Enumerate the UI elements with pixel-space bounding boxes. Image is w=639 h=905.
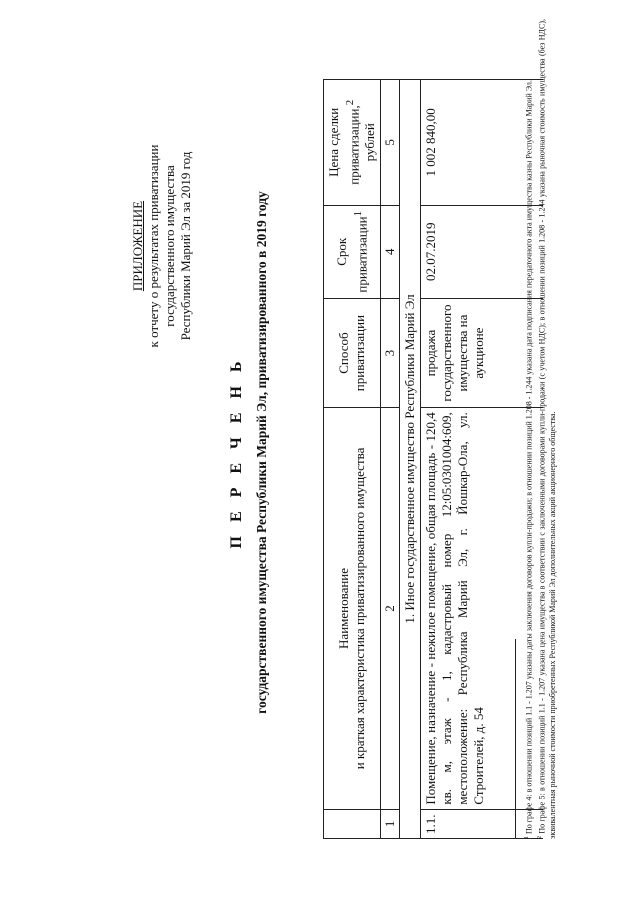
- appendix-line: государственного имущества: [162, 165, 177, 327]
- header-name-line: и краткая характеристика приватизированного имущества: [352, 447, 368, 770]
- footnote-mark: 2: [536, 836, 543, 839]
- column-number: 2: [381, 408, 400, 809]
- header-col-price: [324, 80, 381, 206]
- footnote-text: По графе 4: в отношении позиций 1.1 - 1.207 указаны даты заключения договоров купли-продажи; в отношении позиций 1.208 - 1.244 указана дата подписания передаточного акта имущества казны Республики Марий Эл.: [524, 80, 534, 834]
- column-number: 3: [381, 298, 400, 407]
- privatization-method: продажа государственного имущества на аукционе: [421, 298, 544, 407]
- footnotes: [515, 19, 558, 839]
- header-term-label: Срок приватизации: [334, 216, 370, 293]
- footnote-divider: [515, 639, 516, 839]
- column-number: 5: [381, 80, 400, 206]
- appendix-line: к отчету о результатах приватизации: [146, 144, 161, 348]
- appendix-block: [130, 66, 194, 426]
- section-heading: 1. Иное государственное имущество Республики Марий Эл: [400, 80, 421, 839]
- appendix-title: ПРИЛОЖЕНИЕ: [130, 200, 145, 292]
- deal-price: 1 002 840,00: [421, 80, 544, 206]
- document-title: П Е Р Е Ч Е Н Ь: [228, 356, 245, 549]
- header-col-name: [324, 408, 381, 809]
- column-number: 4: [381, 205, 400, 298]
- appendix-line: Республики Марий Эл за 2019 год: [178, 151, 193, 341]
- header-price-unit: рублей: [362, 123, 378, 162]
- header-col-term: [324, 205, 381, 298]
- header-price-label: Цена сделки приватизации,: [326, 105, 362, 185]
- section-row: [400, 80, 421, 839]
- column-number-row: [381, 80, 400, 839]
- column-number: 1: [381, 809, 400, 838]
- row-number: 1.1.: [421, 809, 544, 838]
- header-col-num: [324, 809, 381, 838]
- footnote: [522, 19, 535, 839]
- header-name-line: Наименование: [336, 567, 352, 649]
- header-col-method: Способ приватизации: [324, 298, 381, 407]
- footnote-ref: 2: [344, 99, 356, 106]
- footnote-mark: 1: [524, 836, 530, 839]
- footnote-ref: 1: [352, 210, 364, 217]
- table-header-row: [324, 80, 381, 839]
- privatization-date: 02.07.2019: [421, 205, 544, 298]
- footnote: [535, 19, 559, 839]
- footnote-text: По графе 5: в отношении позиций 1.1 - 1.207 указана цена имущества в соответствии с заключенными договорами купли-продажи (с учетом НДС); в отношении позиций 1.208 - 1.244 указана рыночная стоимость имущества (без НДС), эквивалентная рыночной стоимости приобретенных Республикой Марий Эл дополнительных акций акционерного общества.: [537, 19, 558, 839]
- document-subtitle: государственного имущества Республики Марий Эл, приватизированного в 2019 году: [254, 191, 269, 714]
- privatization-table: [323, 79, 543, 839]
- property-description: Помещение, назначение - нежилое помещение, общая площадь - 120,4 кв. м, этаж - 1, кадастровый номер 12:05:0301004:609, местоположение: Республика Марий Эл, г. Йошкар-Ола, ул. Строителей, д. 54: [421, 408, 544, 809]
